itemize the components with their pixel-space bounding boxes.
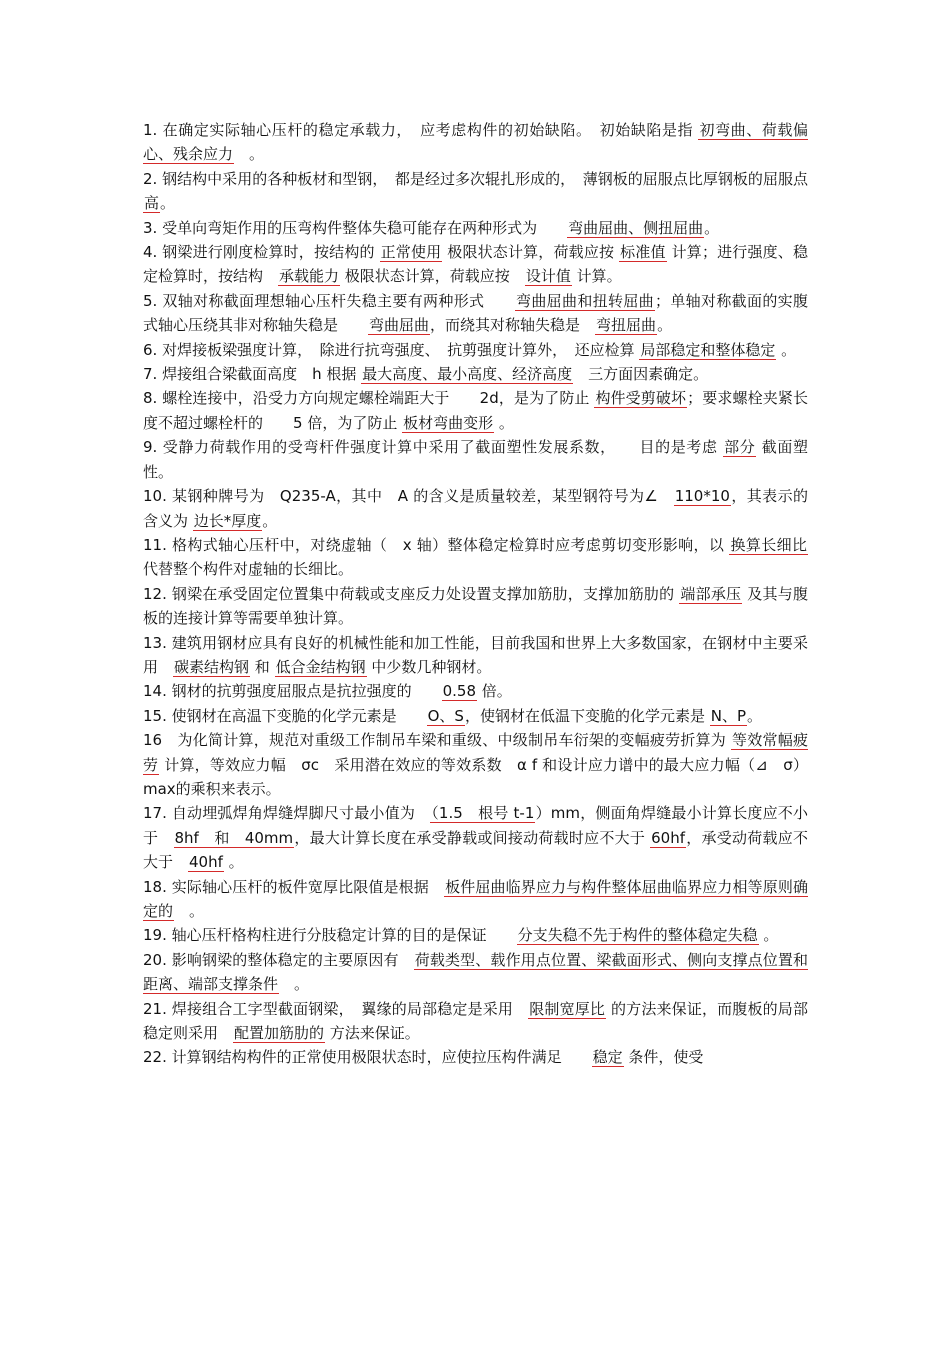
answer-blank: 110*10 bbox=[674, 487, 730, 506]
answer-blank: 弯曲屈曲和扭转屈曲 bbox=[516, 291, 654, 310]
question-text: 3. 受单向弯矩作用的压弯构件整体失稳可能存在两种形式为 bbox=[143, 218, 568, 237]
question-text: 19. 轴心压杆格构柱进行分肢稳定计算的目的是保证 bbox=[143, 926, 517, 945]
question-text: 代替整个构件对虚轴的长细比。 bbox=[143, 560, 354, 579]
answer-blank: 稳定 bbox=[592, 1048, 623, 1067]
question-text: 条件，使受 bbox=[623, 1048, 704, 1067]
question-text: ；要求螺栓夹紧长度不超过螺栓杆的 5 倍，为了防止 bbox=[143, 389, 808, 432]
answer-blank: 荷载类型、载作用点位置、梁截面形式、侧向支撑点位置和距离、端部支撑条件 bbox=[143, 950, 808, 994]
question-text: 12. 钢梁在承受固定位置集中荷载或支座反力处设置支撑加筋肋，支撑加筋肋的 bbox=[143, 584, 680, 603]
question-item bbox=[143, 679, 808, 703]
answer-blank: 板材弯曲变形 bbox=[403, 413, 494, 432]
answer-blank: 边长*厚度 bbox=[193, 511, 262, 530]
question-text: 11. 格构式轴心压杆中，对绕虚轴（ x 轴）整体稳定检算时应考虑剪切变形影响，以 bbox=[143, 535, 730, 554]
answer-blank: 设计值 bbox=[525, 267, 571, 286]
answer-blank: 配置加筋肋的 bbox=[234, 1024, 325, 1043]
answer-blank: N、P bbox=[710, 706, 747, 725]
answer-blank: 分支失稳不先于构件的整体稳定失稳 bbox=[517, 926, 758, 945]
question-text: 。 bbox=[758, 926, 779, 945]
answer-blank: 弯曲屈曲 bbox=[369, 316, 430, 335]
question-text: 7. 焊接组合梁截面高度 h 根据 bbox=[143, 365, 362, 384]
answer-blank: 最大高度、最小高度、经济高度 bbox=[362, 365, 573, 384]
question-item bbox=[143, 997, 808, 1046]
question-text: 9. 受静力荷载作用的受弯杆件强度计算中采用了截面塑性发展系数， 目的是考虑 bbox=[143, 438, 724, 457]
answer-blank: 0.58 bbox=[442, 682, 477, 701]
answer-blank: （1.5 根号 t-1 bbox=[431, 804, 535, 823]
question-text: 14. 钢材的抗剪强度屈服点是抗拉强度的 bbox=[143, 682, 442, 701]
question-text: 的方法来保证，而腹板的局部稳定则采用 bbox=[143, 999, 808, 1043]
question-text: 。 bbox=[776, 340, 797, 359]
question-text: 10. 某钢种牌号为 Q235-A，其中 A 的含义是质量较差，某型钢符号为∠ bbox=[143, 487, 674, 506]
answer-blank: 限制宽厚比 bbox=[529, 999, 606, 1018]
question-item bbox=[143, 728, 808, 801]
answer-blank: 高 bbox=[144, 194, 160, 213]
question-item bbox=[143, 631, 808, 680]
answer-blank: 局部稳定和整体稳定 bbox=[640, 340, 776, 359]
question-text: 。 bbox=[494, 413, 514, 432]
question-text: 。 bbox=[223, 853, 244, 872]
question-item bbox=[143, 338, 808, 362]
question-text: 和 bbox=[250, 657, 275, 676]
question-text: 。 bbox=[747, 706, 763, 725]
question-text: 2. 钢结构中采用的各种板材和型钢， 都是经过多次辊扎形成的， 薄钢板的屈服点比厚钢板的屈服点 bbox=[143, 169, 808, 188]
question-text: 。 bbox=[279, 975, 310, 994]
question-item bbox=[143, 216, 808, 240]
question-text: ；单轴对称截面的实腹式轴心压绕其非对称轴失稳是 bbox=[143, 291, 808, 335]
question-text: 8. 螺栓连接中，沿受力方向规定螺栓端距大于 2d，是为了防止 bbox=[143, 389, 595, 408]
answer-blank: 板件屈曲临界应力与构件整体屈曲临界应力相等原则确定的 bbox=[143, 877, 809, 920]
question-item bbox=[143, 386, 808, 435]
answer-blank: 碳素结构钢 bbox=[174, 657, 250, 676]
answer-blank: 初弯曲、荷载偏心、残余应力 bbox=[143, 121, 808, 164]
question-item bbox=[143, 875, 808, 924]
answer-blank: 端部承压 bbox=[680, 584, 742, 603]
question-item bbox=[143, 362, 808, 386]
answer-blank: 部分 bbox=[724, 438, 756, 457]
question-text: 及其与腹板的连接计算等需要单独计算。 bbox=[143, 584, 808, 628]
question-text: 。 bbox=[174, 902, 205, 920]
question-text: 20. 影响钢梁的整体稳定的主要原因有 bbox=[143, 950, 414, 969]
question-item bbox=[143, 704, 808, 728]
question-text: 22. 计算钢结构构件的正常使用极限状态时，应使拉压构件满足 bbox=[143, 1048, 592, 1067]
question-text: 计算；进行强度、稳定检算时，按结构 bbox=[143, 243, 808, 286]
question-item bbox=[143, 582, 808, 631]
question-text: 16 为化简计算，规范对重级工作制吊车梁和重级、中级制吊车衍架的变幅疲劳折算为 bbox=[143, 731, 732, 750]
question-text: 方法来保证。 bbox=[325, 1024, 420, 1043]
question-text: 6. 对焊接板梁强度计算， 除进行抗弯强度、 抗剪强度计算外， 还应检算 bbox=[143, 340, 640, 359]
question-text: ）mm，侧面角焊缝最小计算长度应不小于 bbox=[143, 804, 809, 847]
question-text: 极限状态计算，荷载应按 bbox=[340, 267, 525, 286]
question-text: 21. 焊接组合工字型截面钢梁， 翼缘的局部稳定是采用 bbox=[143, 999, 529, 1018]
question-text: ，承受动荷载应不大于 bbox=[143, 828, 808, 872]
question-item bbox=[143, 289, 808, 338]
question-item bbox=[143, 167, 808, 216]
question-text: 三方面因素确定。 bbox=[573, 365, 709, 384]
question-text: 中少数几种钢材。 bbox=[366, 657, 492, 676]
answer-blank: 正常使用 bbox=[380, 243, 442, 262]
question-text: 极限状态计算，荷载应按 bbox=[442, 243, 620, 262]
answer-blank: 60hf bbox=[651, 828, 685, 847]
question-text: 18. 实际轴心压杆的板件宽厚比限值是根据 bbox=[143, 877, 445, 896]
answer-blank: 8hf 和 40mm bbox=[174, 828, 294, 847]
question-text: 。 bbox=[704, 218, 720, 237]
answer-blank: 构件受剪破坏 bbox=[595, 389, 687, 408]
answer-blank: 低合金结构钢 bbox=[275, 657, 366, 676]
question-text: ，最大计算长度在承受静载或间接动荷载时应不大于 bbox=[294, 828, 651, 847]
answer-blank: O、S bbox=[427, 706, 464, 725]
question-text: 4. 钢梁进行刚度检算时，按结构的 bbox=[143, 243, 380, 262]
question-text: 。 bbox=[262, 511, 278, 530]
question-text: 截面塑性。 bbox=[143, 438, 808, 481]
question-text: 13. 建筑用钢材应具有良好的机械性能和加工性能，目前我国和世界上大多数国家，在钢材中主要采用 bbox=[143, 633, 808, 676]
question-item bbox=[143, 1045, 808, 1069]
question-text: ，使钢材在低温下变脆的化学元素是 bbox=[464, 706, 710, 725]
question-text: 计算。 bbox=[571, 267, 622, 286]
document-page bbox=[143, 118, 808, 1070]
answer-blank: 40hf bbox=[189, 853, 223, 872]
question-text: 17. 自动埋弧焊角焊缝焊脚尺寸最小值为 bbox=[143, 804, 431, 823]
question-item bbox=[143, 801, 808, 874]
question-item bbox=[143, 533, 808, 582]
question-text: 倍。 bbox=[477, 682, 512, 701]
question-item bbox=[143, 923, 808, 947]
question-text: ，而绕其对称轴失稳是 bbox=[430, 316, 596, 335]
question-item bbox=[143, 435, 808, 484]
question-text: 。 bbox=[657, 316, 673, 335]
question-text: 15. 使钢材在高温下变脆的化学元素是 bbox=[143, 706, 427, 725]
question-text: 计算，等效应力幅 σc 采用潜在效应的等效系数 α f 和设计应力谱中的最大应力幅（⊿ σ）max的乘积来表示。 bbox=[143, 755, 808, 798]
question-text: 5. 双轴对称截面理想轴心压杆失稳主要有两种形式 bbox=[143, 291, 516, 310]
question-text: 。 bbox=[234, 145, 265, 164]
question-item bbox=[143, 240, 808, 289]
answer-blank: 弯曲屈曲、侧扭屈曲 bbox=[568, 218, 704, 237]
question-item bbox=[143, 948, 808, 997]
answer-blank: 标准值 bbox=[620, 243, 666, 262]
answer-blank: 换算长细比 bbox=[730, 535, 807, 554]
question-text: ，其表示的含义为 bbox=[143, 487, 808, 530]
answer-blank: 弯扭屈曲 bbox=[596, 316, 657, 335]
question-text: 。 bbox=[160, 194, 176, 213]
question-text: 1. 在确定实际轴心压杆的稳定承载力， 应考虑构件的初始缺陷。 初始缺陷是指 bbox=[143, 121, 699, 139]
answer-blank: 等效常幅疲劳 bbox=[143, 731, 808, 774]
answer-blank: 承载能力 bbox=[279, 267, 340, 286]
question-item bbox=[143, 118, 808, 167]
question-item bbox=[143, 484, 808, 533]
